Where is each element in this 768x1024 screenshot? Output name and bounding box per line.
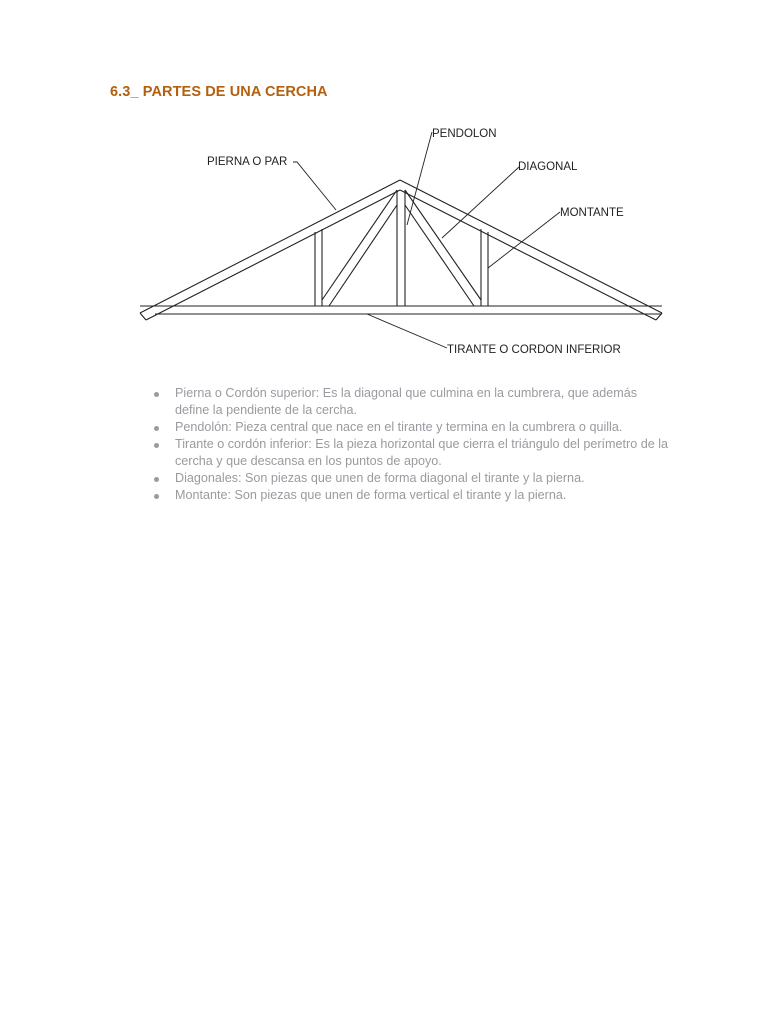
bullet-icon	[154, 392, 159, 397]
right-rafter-outer	[400, 180, 662, 313]
tirante-leader	[367, 314, 447, 348]
left-rafter-outer	[140, 180, 400, 313]
right-diagonal-b	[405, 205, 474, 306]
parts-list	[152, 385, 672, 504]
label-montante: MONTANTE	[560, 207, 624, 219]
left-diagonal-b	[329, 205, 397, 306]
left-rafter-inner	[146, 190, 400, 320]
bullet-icon	[154, 494, 159, 499]
label-pierna: PIERNA O PAR	[207, 156, 288, 168]
list-item-text: Diagonales: Son piezas que unen de forma diagonal el tirante y la pierna.	[175, 471, 585, 485]
label-diagonal: DIAGONAL	[518, 161, 578, 173]
list-item-text: Pendolón: Pieza central que nace en el tirante y termina en la cumbrera o quilla.	[175, 420, 623, 434]
list-item-text: Pierna o Cordón superior: Es la diagonal que culmina en la cumbrera, que además define la pendiente de la cercha.	[175, 386, 638, 417]
list-item	[152, 385, 672, 419]
diagonal-leader	[442, 167, 519, 238]
list-item	[152, 419, 672, 436]
truss-diagram	[135, 118, 695, 363]
label-tirante: TIRANTE O CORDON INFERIOR	[447, 344, 621, 356]
left-rafter-end	[140, 313, 146, 320]
list-item	[152, 487, 672, 504]
bullet-icon	[154, 426, 159, 431]
bullet-icon	[154, 477, 159, 482]
list-item-text: Montante: Son piezas que unen de forma vertical el tirante y la pierna.	[175, 488, 567, 502]
section-heading: 6.3_ PARTES DE UNA CERCHA	[110, 84, 328, 100]
list-item-text: Tirante o cordón inferior: Es la pieza horizontal que cierra el triángulo del perímetro de la cercha y que descansa en los puntos de apoyo.	[175, 437, 669, 468]
bullet-icon	[154, 443, 159, 448]
pierna-leader	[293, 162, 336, 210]
list-item	[152, 470, 672, 487]
right-diagonal-a	[405, 190, 481, 300]
list-item	[152, 436, 672, 470]
label-pendolon: PENDOLON	[432, 128, 497, 140]
truss-structure	[140, 180, 662, 320]
